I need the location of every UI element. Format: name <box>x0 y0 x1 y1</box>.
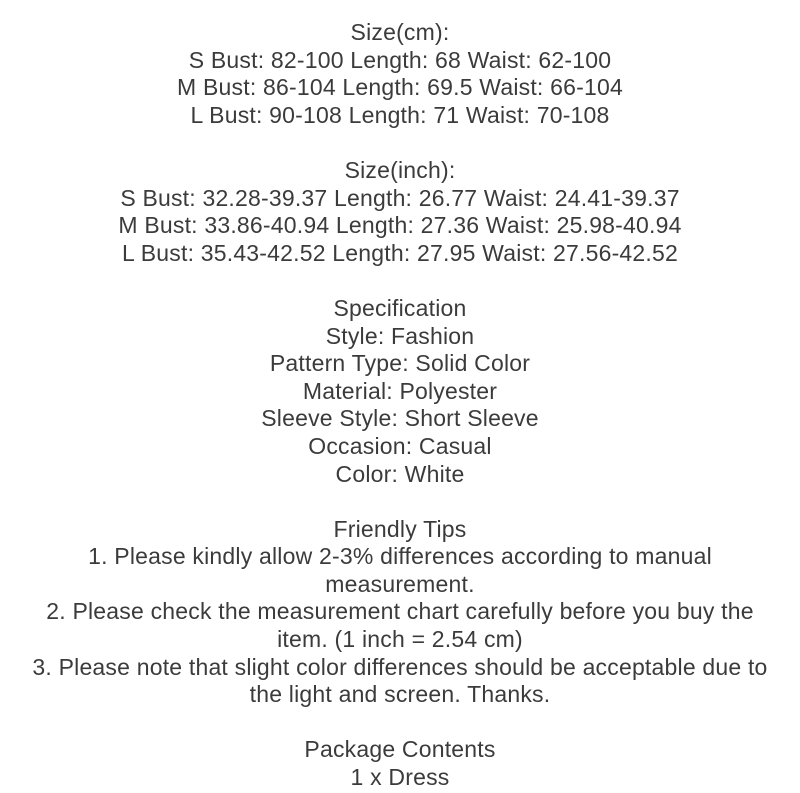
text-line: 3. Please note that slight color differences should be acceptable due to <box>32 653 768 680</box>
section-package-contents <box>0 736 800 791</box>
text-line: 1. Please kindly allow 2-3% differences according to manual <box>88 543 712 570</box>
text-line: 2. Please check the measurement chart carefully before you buy the <box>46 598 754 625</box>
section-specification <box>0 295 800 488</box>
section-heading: Size(inch): <box>344 156 456 183</box>
text-line: L Bust: 35.43-42.52 Length: 27.95 Waist: 27.56-42.52 <box>122 239 678 266</box>
section-heading: Size(cm): <box>350 19 450 45</box>
section-friendly-tips <box>0 516 800 709</box>
text-line: Pattern Type: Solid Color <box>269 350 531 377</box>
text-line: Material: Polyester <box>302 377 498 404</box>
text-line: item. (1 inch = 2.54 cm) <box>277 626 523 653</box>
text-line: S Bust: 82-100 Length: 68 Waist: 62-100 <box>188 46 612 73</box>
text-line: Style: Fashion <box>325 322 475 349</box>
section-heading: Specification <box>333 294 467 321</box>
text-line: 1 x Dress <box>350 764 450 791</box>
text-line: L Bust: 90-108 Length: 71 Waist: 70-108 <box>190 101 610 128</box>
section-size-cm <box>0 19 800 129</box>
text-line: the light and screen. Thanks. <box>249 681 551 708</box>
text-line: S Bust: 32.28-39.37 Length: 26.77 Waist: 24.41-39.37 <box>120 184 680 211</box>
section-heading: Friendly Tips <box>333 515 467 542</box>
text-line: Color: White <box>335 460 465 487</box>
text-line: M Bust: 33.86-40.94 Length: 27.36 Waist: 25.98-40.94 <box>118 212 682 239</box>
text-line: M Bust: 86-104 Length: 69.5 Waist: 66-104 <box>177 74 623 101</box>
text-line: measurement. <box>325 570 475 597</box>
section-size-inch <box>0 157 800 267</box>
text-line: Occasion: Casual <box>308 432 492 459</box>
section-heading: Package Contents <box>304 736 496 763</box>
text-line: Sleeve Style: Short Sleeve <box>261 405 539 432</box>
